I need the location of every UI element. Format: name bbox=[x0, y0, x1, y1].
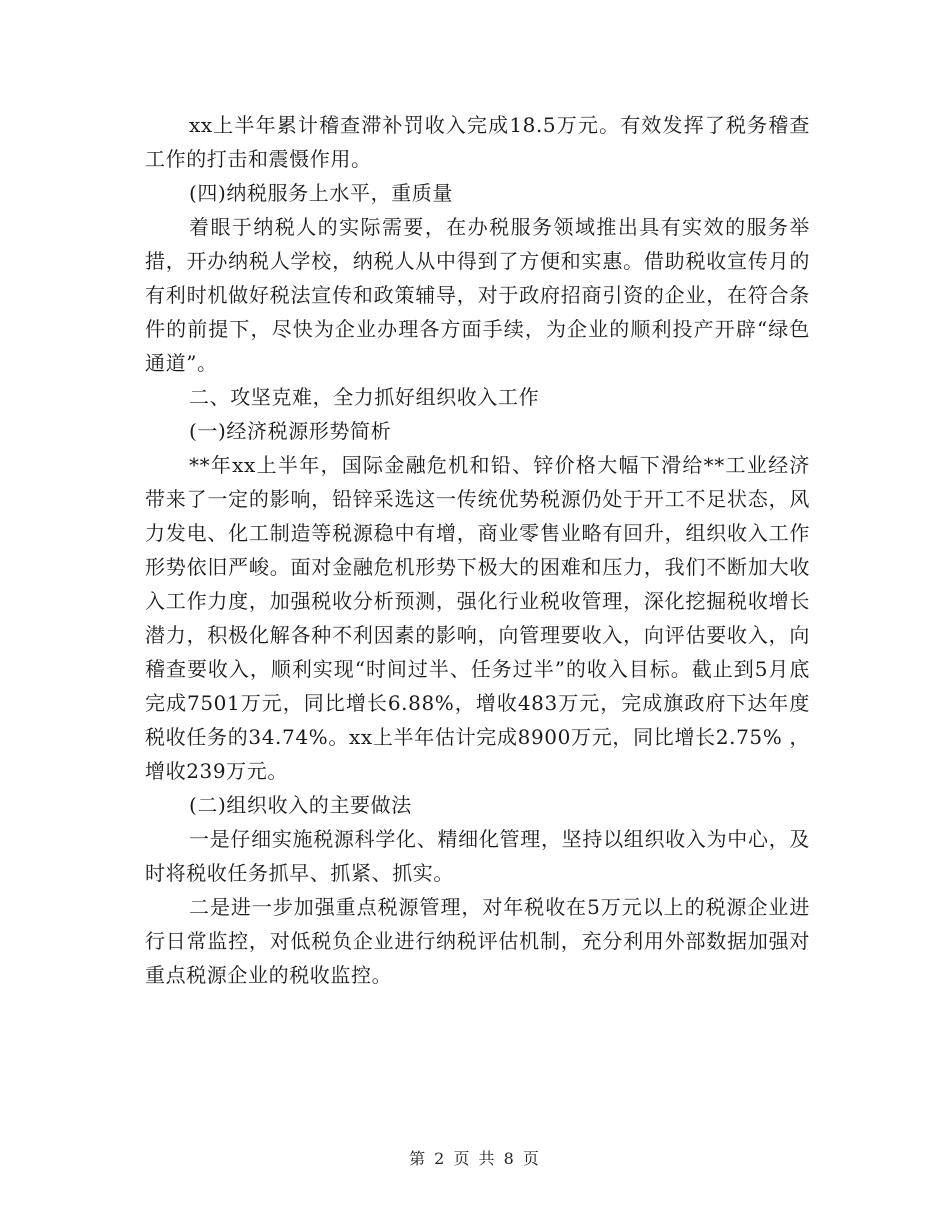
paragraph-economic-analysis: **年xx上半年，国际金融危机和铅、锌价格大幅下滑给**工业经济带来了一定的影响，铅锌采选这一传统优势税源仍处于开工不足状态，风力发电、化工制造等税源稳中有增，商业零售业略有回升，组织收入工作形势依旧严峻。面对金融危机形势下极大的困难和压力，我们不断加大收入工作力度，加强税收分析预测，强化行业税收管理，深化挖掘税收增长潜力，积极化解各种不利因素的影响，向管理要收入，向评估要收入，向稽查要收入，顺利实现“时间过半、任务过半”的收入目标。截止到5月底完成7501万元，同比增长6.88%，增收483万元，完成旗政府下达年度税收任务的34.74%。xx上半年估计完成8900万元，同比增长2.75% ，增收239万元。 bbox=[145, 453, 810, 783]
heading-main-practices: (二)组织收入的主要做法 bbox=[189, 793, 412, 817]
paragraph-taxpayer-service: 着眼于纳税人的实际需要，在办税服务领域推出具有实效的服务举措，开办纳税人学校，纳税人从中得到了方便和实惠。借助税收宣传月的有利时机做好税法宣传和政策辅导，对于政府招商引资的企业，在符合条件的前提下，尽快为企业办理各方面手续，为企业的顺利投产开辟“绿色通道”。 bbox=[145, 215, 810, 375]
page-number-footer: 第 2 页 共 8 页 bbox=[409, 1149, 541, 1168]
paragraph-practice-one: 一是仔细实施税源科学化、精细化管理，坚持以组织收入为中心，及时将税收任务抓早、抓紧、抓实。 bbox=[145, 827, 810, 885]
heading-section-two: 二、攻坚克难，全力抓好组织收入工作 bbox=[189, 385, 540, 409]
paragraph-audit-revenue: xx上半年累计稽查滞补罚收入完成18.5万元。有效发挥了税务稽查工作的打击和震慑作用。 bbox=[145, 113, 810, 171]
document-body bbox=[145, 108, 810, 992]
heading-taxpayer-service: (四)纳税服务上水平，重质量 bbox=[189, 181, 454, 205]
heading-economic-analysis: (一)经济税源形势简析 bbox=[189, 419, 392, 443]
paragraph-practice-two: 二是进一步加强重点税源管理，对年税收在5万元以上的税源企业进行日常监控，对低税负企业进行纳税评估机制，充分利用外部数据加强对重点税源企业的税收监控。 bbox=[145, 895, 810, 987]
